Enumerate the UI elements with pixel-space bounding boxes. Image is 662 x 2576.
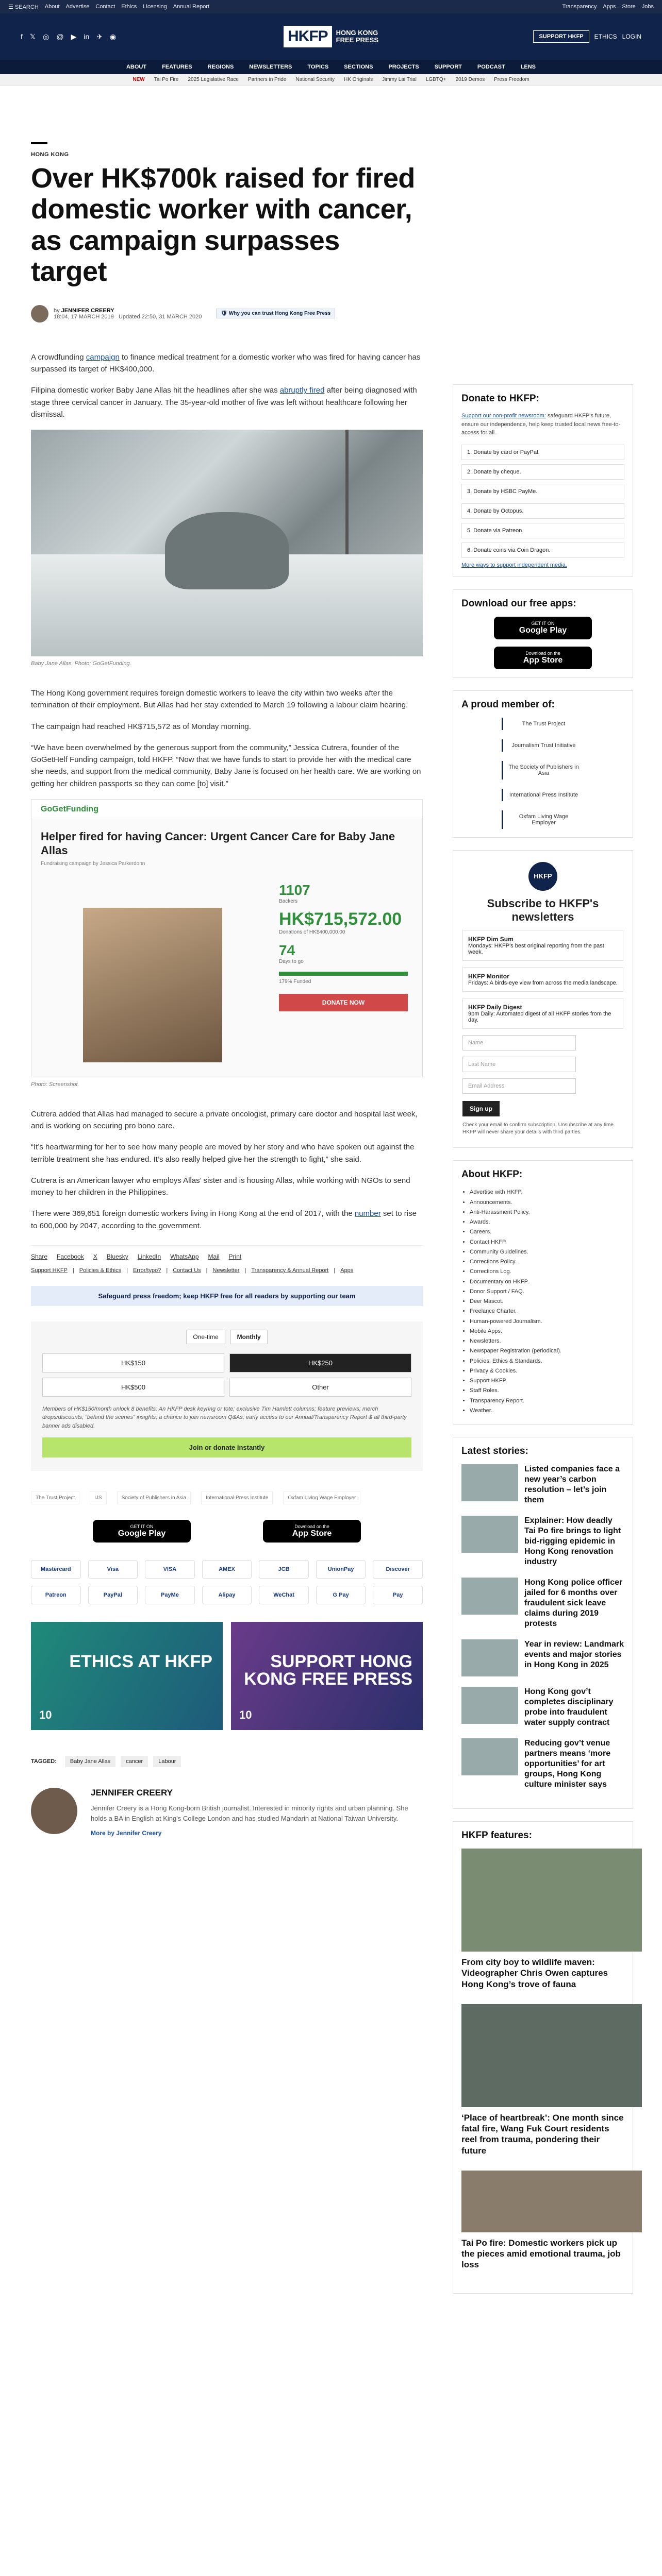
logo-mark: HKFP — [284, 26, 332, 47]
about-link[interactable]: • Contact HKFP. — [470, 1238, 624, 1247]
about-link[interactable]: • Donor Support / FAQ. — [470, 1287, 624, 1297]
feature-image[interactable] — [461, 1849, 642, 1952]
share-label[interactable]: Share — [31, 1252, 48, 1260]
nav-features[interactable]: FEATURES — [162, 64, 192, 70]
trending-link[interactable]: HK Originals — [343, 77, 373, 82]
footer-links-row: Support HKFP | Policies & Ethics | Error/typo? | Contact Us | Newsletter | Transparency & Annual Report | Apps — [31, 1267, 354, 1274]
newsletter-note: Check your email to confirm subscription. Unsubscribe at any time. HKFP will never share your details with third parties. — [462, 1122, 615, 1136]
about-link[interactable]: • Community Guidelines. — [470, 1247, 624, 1257]
top-link-transparency[interactable]: Transparency — [562, 4, 597, 10]
gogetfunding-screenshot — [31, 799, 423, 1077]
story-title: Explainer: How deadly Tai Po fire brings to light bid-rigging epidemic in Hong Kong renovation industry — [524, 1516, 621, 1567]
google-play-small: GET IT ON — [130, 1524, 154, 1530]
section-divider — [31, 142, 47, 144]
amount-option-selected[interactable]: HK$250 — [229, 1353, 411, 1372]
about-title: About HKFP: — [461, 1169, 523, 1180]
member-logo[interactable]: Oxfam Living Wage Employer — [502, 810, 584, 829]
about-link[interactable]: • Staff Roles. — [470, 1386, 624, 1396]
email-field[interactable]: Email Address — [462, 1078, 576, 1094]
tags-label: TAGGED: — [31, 1758, 57, 1765]
logo-line-2: FREE PRESS — [336, 36, 379, 44]
trending-nav — [0, 74, 662, 86]
donate-description — [461, 412, 624, 437]
article-photo — [31, 430, 423, 656]
paragraph-text: Filipina domestic worker Baby Jane Allas hit the headlines after she was — [31, 386, 280, 395]
member-logo[interactable]: International Press Institute — [201, 1492, 273, 1504]
member-logo[interactable]: The Trust Project — [502, 718, 584, 730]
gf-days-label: Days to go — [279, 958, 304, 964]
gf-progress-bar — [279, 972, 408, 976]
donate-text: safeguard HKFP's future, ensure our independence, help keep trusted local news free-to-access for all. — [461, 413, 621, 436]
link-policies[interactable]: Policies & Ethics — [79, 1267, 122, 1274]
member-list — [461, 718, 624, 829]
member-logos-row — [31, 1492, 423, 1504]
payment-logo: PayMe — [145, 1586, 195, 1604]
member-logo[interactable]: IJS — [90, 1492, 106, 1504]
app-store-row — [31, 1520, 423, 1543]
gf-amount: HK$715,572.00 — [279, 909, 402, 929]
features-card — [453, 1821, 633, 2294]
donate-option[interactable]: 3. Donate by HSBC PayMe. — [461, 484, 624, 499]
story-thumbnail — [461, 1687, 518, 1724]
author-avatar-large[interactable] — [31, 1788, 77, 1834]
about-link[interactable]: • Corrections Log. — [470, 1267, 624, 1277]
story-item[interactable] — [461, 1639, 624, 1676]
sidebar — [453, 86, 633, 2306]
signup-button[interactable]: Sign up — [462, 1101, 500, 1116]
sidebar-spacer — [453, 86, 633, 384]
gf-percent: 179% Funded — [279, 978, 311, 985]
youtube-icon[interactable]: ▶ — [71, 32, 77, 41]
paragraph: The Hong Kong government requires foreign domestic workers to leave the city within two weeks after the termination of their employment. But Allas had her stay extended to March 19 following a labour claim hearing. — [31, 689, 408, 710]
newsletter-desc: 9pm Daily: Automated digest of all HKFP stories from the day. — [468, 1011, 611, 1024]
amount-option[interactable]: HK$500 — [42, 1378, 224, 1397]
payment-logo: WeChat — [259, 1586, 309, 1604]
trending-link[interactable]: Press Freedom — [494, 77, 529, 82]
trending-link[interactable]: National Security — [295, 77, 335, 82]
donate-option[interactable]: 5. Donate via Patreon. — [461, 523, 624, 538]
support-hkfp-button[interactable]: SUPPORT HKFP — [533, 30, 589, 43]
byline-text — [54, 308, 202, 320]
rss-icon[interactable]: ◉ — [110, 32, 117, 41]
feature-title[interactable]: From city boy to wildlife maven: Videographer Chris Owen captures Hong Kong’s trove of fauna — [461, 1957, 608, 1989]
payment-methods — [31, 1560, 423, 1604]
about-link[interactable]: • Weather. — [470, 1406, 624, 1416]
share-facebook[interactable]: Facebook — [57, 1252, 84, 1260]
gf-donate-button: DONATE NOW — [279, 994, 408, 1011]
more-by-author-link[interactable]: More by Jennifer Creery — [91, 1829, 162, 1837]
story-title: Hong Kong police officer jailed for 6 months over fraudulent sick leave claims during 2019 protests — [524, 1578, 623, 1629]
newsletter-card — [453, 850, 633, 1148]
trending-link[interactable]: Partners in Pride — [247, 77, 287, 82]
trending-link[interactable]: Jimmy Lai Trial — [382, 77, 417, 82]
donate-option[interactable]: 6. Donate coins via Coin Dragon. — [461, 543, 624, 558]
member-logo[interactable]: Society of Publishers in Asia — [117, 1492, 191, 1504]
share-bluesky[interactable]: Bluesky — [106, 1252, 128, 1260]
article-body — [31, 351, 423, 1232]
paragraph: Cutrera is an American lawyer who employs Allas’ sister and is housing Allas, while working with NGOs to send money to her children in the Philippines. — [31, 1176, 410, 1197]
app-store-button[interactable] — [494, 647, 592, 669]
about-link[interactable]: • Support HKFP. — [470, 1376, 624, 1386]
feature-title[interactable]: Tai Po fire: Domestic workers pick up the pieces amid emotional trauma, job loss — [461, 2238, 621, 2270]
latest-stories-card — [453, 1437, 633, 1809]
story-title: Year in review: Landmark events and major stories in Hong Kong in 2025 — [524, 1640, 624, 1670]
story-thumbnail — [461, 1639, 518, 1676]
nav-about[interactable]: ABOUT — [126, 64, 147, 70]
share-row — [31, 1245, 423, 1260]
newsletter-option[interactable] — [462, 998, 623, 1029]
link-newsletter[interactable]: Newsletter — [212, 1267, 240, 1274]
top-utility-bar — [0, 0, 662, 13]
tab-one-time[interactable]: One-time — [186, 1330, 225, 1344]
story-item[interactable] — [461, 1516, 624, 1567]
member-title: A proud member of: — [461, 699, 555, 710]
paragraph: The campaign had reached HK$715,572 as of Monday morning. — [31, 722, 251, 731]
paragraph-text: There were 369,651 foreign domestic workers living in Hong Kong at the end of 2017, with the — [31, 1209, 355, 1218]
feature-image[interactable] — [461, 2004, 642, 2107]
about-link[interactable]: • Newspaper Registration (periodical). — [470, 1346, 624, 1356]
share-mail[interactable]: Mail — [208, 1252, 220, 1260]
tag[interactable]: Labour — [153, 1756, 181, 1767]
ethics-link[interactable]: ETHICS — [594, 33, 617, 40]
author-info — [91, 1788, 423, 1837]
gf-raised: Donations of HK$400,000.00 — [279, 929, 345, 935]
more-ways-link[interactable]: More ways to support independent media. — [461, 562, 567, 568]
newsletter-option[interactable] — [462, 930, 623, 961]
donate-card — [453, 384, 633, 577]
ethics-promo-text: ETHICS AT HKFP — [69, 1652, 212, 1672]
gogetfunding-logo: GoGetFunding — [41, 805, 98, 814]
app-store-label: App Store — [523, 655, 563, 665]
gf-title: Helper fired for having Cancer: Urgent Cancer Care for Baby Jane Allas — [41, 829, 395, 857]
paragraph — [31, 384, 423, 420]
google-play-label: Google Play — [519, 625, 567, 635]
latest-title: Latest stories: — [461, 1446, 528, 1457]
nav-projects[interactable]: PROJECTS — [388, 64, 419, 70]
top-link-ethics[interactable]: Ethics — [121, 4, 137, 10]
story-title: Listed companies face a new year’s carbon resolution – let’s join them — [524, 1465, 620, 1505]
brand-actions — [533, 30, 641, 43]
new-badge: NEW — [133, 77, 145, 82]
member-logo[interactable]: The Society of Publishers in Asia — [502, 761, 584, 779]
amount-option-other[interactable]: Other — [229, 1378, 411, 1397]
paragraph — [31, 351, 423, 376]
newsletter-desc: Fridays: A birds-eye view from across the media landscape. — [468, 980, 618, 987]
trending-link[interactable]: LGBTQ+ — [425, 77, 446, 82]
logo-line-1: HONG KONG — [336, 28, 378, 37]
payment-logo: Patreon — [31, 1586, 81, 1604]
about-link[interactable]: • Careers. — [470, 1227, 624, 1237]
about-link[interactable]: • Corrections Policy. — [470, 1257, 624, 1267]
payment-logo: Pay — [373, 1586, 423, 1604]
google-play-small: GET IT ON — [531, 620, 555, 626]
payment-logo: Mastercard — [31, 1560, 81, 1579]
author-box — [31, 1788, 423, 1837]
promo-banners — [31, 1622, 423, 1730]
press-freedom-banner[interactable]: Safeguard press freedom; keep HKFP free for all readers by supporting our team — [31, 1286, 423, 1306]
paragraph — [31, 1208, 423, 1232]
top-link-jobs[interactable]: Jobs — [641, 4, 654, 10]
about-link[interactable]: • Privacy & Cookies. — [470, 1366, 624, 1376]
story-item[interactable] — [461, 1578, 624, 1629]
features-title: HKFP features: — [461, 1830, 532, 1841]
byline-by: by — [54, 307, 60, 314]
nav-lens[interactable]: LENS — [520, 64, 536, 70]
linkedin-icon[interactable]: in — [84, 32, 90, 41]
search-link[interactable]: ☰ SEARCH — [8, 4, 39, 10]
non-profit-link[interactable]: Support our non-profit newsroom: — [461, 413, 546, 419]
donate-option[interactable]: 4. Donate by Octopus. — [461, 503, 624, 519]
feature-image[interactable] — [461, 2171, 642, 2232]
telegram-icon[interactable]: ✈ — [96, 32, 103, 41]
share-print[interactable]: Print — [228, 1252, 242, 1260]
top-link-contact[interactable]: Contact — [95, 4, 115, 10]
donate-option[interactable]: 2. Donate by cheque. — [461, 464, 624, 480]
frequency-tabs — [42, 1330, 411, 1344]
newsletter-logo: HKFP — [528, 862, 557, 891]
share-linkedin[interactable]: LinkedIn — [137, 1252, 161, 1260]
site-logo[interactable] — [284, 26, 378, 47]
last-name-field[interactable]: Last Name — [462, 1057, 576, 1072]
story-thumbnail — [461, 1578, 518, 1615]
member-logo[interactable]: Oxfam Living Wage Employer — [283, 1492, 360, 1504]
payment-logo: Discover — [373, 1560, 423, 1579]
share-whatsapp[interactable]: WhatsApp — [170, 1252, 199, 1260]
story-title: Reducing gov’t venue partners means ‘more opportunities’ for art groups, Hong Kong culture minister says — [524, 1739, 611, 1789]
top-link-store[interactable]: Store — [622, 4, 636, 10]
payment-logo: Alipay — [202, 1586, 252, 1604]
google-play-label: Google Play — [118, 1529, 166, 1538]
search-label: SEARCH — [14, 4, 39, 10]
trending-link[interactable]: 2019 Demos — [455, 77, 485, 82]
newsletter-name: HKFP Dim Sum — [468, 936, 514, 943]
member-card — [453, 690, 633, 838]
app-store-button[interactable] — [263, 1520, 361, 1543]
about-link[interactable]: • Freelance Charter. — [470, 1307, 624, 1316]
about-link[interactable]: • Advertise with HKFP. — [470, 1188, 624, 1197]
shield-icon: 🛡 — [221, 311, 228, 317]
story-item[interactable] — [461, 1738, 624, 1790]
main-nav — [0, 60, 662, 74]
donate-widget — [31, 1321, 423, 1471]
author-avatar[interactable] — [31, 305, 48, 323]
about-link[interactable]: • Deer Mascot. — [470, 1297, 624, 1307]
gf-backer-count: 1107 — [279, 882, 310, 898]
nav-regions[interactable]: REGIONS — [207, 64, 234, 70]
about-link[interactable]: • Human-powered Journalism. — [470, 1317, 624, 1327]
campaign-link[interactable]: campaign — [86, 352, 120, 362]
patient-shape — [165, 512, 289, 589]
share-x[interactable]: X — [93, 1252, 97, 1260]
donate-option[interactable]: 1. Donate by card or PayPal. — [461, 445, 624, 460]
facebook-icon[interactable]: f — [21, 32, 23, 41]
top-link-apps[interactable]: Apps — [603, 4, 616, 10]
google-play-button[interactable] — [494, 617, 592, 639]
support-promo[interactable] — [231, 1622, 423, 1730]
support-promo-text: SUPPORT HONG KONG FREE PRESS — [244, 1652, 412, 1689]
donate-title: Donate to HKFP: — [461, 393, 539, 404]
payment-logo: Visa — [88, 1560, 138, 1579]
apps-card — [453, 589, 633, 678]
member-logo[interactable]: Journalism Trust Initiative — [502, 739, 584, 752]
top-link-annual-report[interactable]: Annual Report — [173, 4, 210, 10]
link-contact[interactable]: Contact Us — [173, 1267, 201, 1274]
payment-logo: JCB — [259, 1560, 309, 1579]
trust-label: Why you can trust Hong Kong Free Press — [228, 311, 331, 317]
tags-row — [31, 1756, 423, 1767]
story-thumbnail — [461, 1516, 518, 1553]
payment-logo: VISA — [145, 1560, 195, 1579]
member-logo[interactable]: The Trust Project — [31, 1492, 79, 1504]
paragraph: Cutrera added that Allas had managed to secure a private oncologist, primary care doctor and hospital last week, and is working on securing pro bono care. — [31, 1109, 418, 1131]
newsletter-option[interactable] — [462, 967, 623, 992]
about-link[interactable]: • Documentary on HKFP. — [470, 1277, 624, 1287]
paragraph-text: set to rise to 600,000 by 2047, according to the government. — [31, 1209, 417, 1230]
gf-backer-label: Backers — [279, 898, 298, 904]
amount-options — [42, 1353, 411, 1397]
link-typo[interactable]: Error/typo? — [133, 1267, 161, 1274]
photo-caption: Baby Jane Allas. Photo: GoGetFunding. — [31, 660, 131, 667]
newsletter-name: HKFP Monitor — [468, 973, 509, 980]
ten-years-badge: 10 — [39, 1708, 52, 1722]
updated-date: Updated 22:50, 31 MARCH 2020 — [118, 313, 202, 320]
logo-wordmark — [336, 29, 378, 44]
screenshot-caption: Photo: Screenshot. — [31, 1081, 79, 1088]
nav-sections[interactable]: SECTIONS — [344, 64, 373, 70]
abruptly-fired-link[interactable]: abruptly fired — [279, 386, 325, 395]
story-thumbnail — [461, 1738, 518, 1775]
story-thumbnail — [461, 1464, 518, 1501]
newsletter-desc: Mondays: HKFP's best original reporting from the past week. — [468, 943, 604, 956]
author-link[interactable]: JENNIFER CREERY — [61, 307, 114, 314]
top-utility-right — [562, 4, 654, 10]
top-link-licensing[interactable]: Licensing — [143, 4, 167, 10]
payment-logo: AMEX — [202, 1560, 252, 1579]
instagram-icon[interactable]: ◎ — [43, 32, 49, 41]
x-icon[interactable]: 𝕏 — [29, 32, 36, 41]
author-name[interactable]: JENNIFER CREERY — [91, 1788, 173, 1798]
paragraph: “We have been overwhelmed by the generous support from the community,” Jessica Cutrera, founder of the GoGetHelf Funding campaign, told HKFP. “Now that we have funds to start to provide her with the medical care she needs, and support from the medical community, Baby Jane is focused on her health care. We are working on getting her children passports so they can come [to] visit.” — [31, 743, 421, 788]
app-store-small: Download on the — [525, 650, 560, 656]
about-link[interactable]: • Transparency Report. — [470, 1396, 624, 1406]
top-link-about[interactable]: About — [44, 4, 60, 10]
sidebar-store-buttons — [461, 617, 624, 669]
about-link[interactable]: • Anti-Harassment Policy. — [470, 1208, 624, 1217]
first-name-field[interactable]: Name — [462, 1035, 576, 1050]
newsletter-title: Subscribe to HKFP's newsletters — [487, 896, 599, 923]
publish-date: 18:04, 17 MARCH 2019 — [54, 313, 114, 320]
byline — [31, 305, 423, 323]
apps-title: Download our free apps: — [461, 598, 576, 609]
about-link[interactable]: • Policies, Ethics & Standards. — [470, 1357, 624, 1366]
login-link[interactable]: LOGIN — [622, 33, 641, 40]
about-link[interactable]: • Announcements. — [470, 1198, 624, 1208]
gf-days: 74 — [279, 942, 295, 958]
section-label[interactable]: HONG KONG — [31, 151, 69, 158]
tag[interactable]: cancer — [121, 1756, 148, 1767]
gf-stats — [279, 882, 408, 1011]
trending-link[interactable]: Tai Po Fire — [154, 77, 179, 82]
paragraph-text: after being diagnosed with stage three cervical cancer in January. The 35-year-old mother of five was left without healthcare following her dismissal. — [31, 386, 417, 419]
about-list — [461, 1188, 624, 1416]
member-logo[interactable]: International Press Institute — [502, 789, 584, 801]
newsletter-name: HKFP Daily Digest — [468, 1004, 522, 1011]
membership-note: Members of HK$150/month unlock 8 benefits: An HKFP desk keyring or tote; exclusive Tim Hamlett columns; feature previews; merch drops/discounts; “behind the scenes” insights; a chance to join newsroom Q&As; early access to our Annual/Transparency Report & all third-party banner ads disabled. — [42, 1405, 407, 1429]
feature-title[interactable]: ‘Place of heartbreak’: One month since fatal fire, Wang Fuk Court residents reel from trauma, pondering their future — [461, 2112, 624, 2156]
payment-logo: G Pay — [316, 1586, 366, 1604]
about-link[interactable]: • Awards. — [470, 1217, 624, 1227]
number-link[interactable]: number — [354, 1209, 381, 1218]
join-donate-button[interactable]: Join or donate instantly — [42, 1437, 411, 1458]
story-item[interactable] — [461, 1687, 624, 1728]
link-support[interactable]: Support HKFP — [31, 1267, 68, 1274]
brand-bar — [0, 13, 662, 60]
story-title: Hong Kong gov’t completes disciplinary probe into fraudulent water supply contract — [524, 1687, 614, 1727]
link-transparency[interactable]: Transparency & Annual Report — [251, 1267, 329, 1274]
payment-logo: PayPal — [88, 1586, 138, 1604]
article-headline: Over HK$700k raised for fired domestic worker with cancer, as campaign surpasses target — [31, 163, 415, 287]
nav-newsletters[interactable]: NEWSLETTERS — [249, 64, 292, 70]
google-play-button[interactable] — [93, 1520, 191, 1543]
paragraph: “It’s heartwarming for her to see how many people are moved by her story and who have spoken out against the terrible treatment she has endured. It’s also really helped give her the strength to fight,” she said. — [31, 1143, 415, 1164]
author-bio: Jennifer Creery is a Hong Kong-born British journalist. Interested in minority rights and urban planning. She holds a BA in English at King's College London and has studied Mandarin at National Taiwan University. — [91, 1804, 408, 1822]
gf-header — [31, 800, 422, 820]
paragraph-text: to finance medical treatment for a domestic worker who was fired for having cancer has surpassed its target of HK$400,000. — [31, 352, 421, 374]
nav-support[interactable]: SUPPORT — [434, 64, 462, 70]
gf-subtitle: Fundraising campaign by Jessica Parkerdonn — [41, 860, 145, 867]
top-utility-left — [8, 4, 209, 10]
story-item[interactable] — [461, 1464, 624, 1505]
link-apps[interactable]: Apps — [340, 1267, 354, 1274]
about-link[interactable]: • Newsletters. — [470, 1336, 624, 1346]
paragraph-text: A crowdfunding — [31, 352, 86, 362]
ethics-promo[interactable] — [31, 1622, 223, 1730]
tab-monthly[interactable]: Monthly — [230, 1330, 268, 1344]
nav-podcast[interactable]: PODCAST — [477, 64, 505, 70]
top-link-advertise[interactable]: Advertise — [65, 4, 90, 10]
about-card — [453, 1160, 633, 1425]
tag[interactable]: Baby Jane Allas — [65, 1756, 115, 1767]
gf-campaign-photo — [83, 908, 222, 1062]
ten-years-badge: 10 — [239, 1708, 252, 1722]
app-store-label: App Store — [292, 1529, 332, 1538]
trust-badge[interactable] — [216, 309, 335, 318]
nav-topics[interactable]: TOPICS — [307, 64, 329, 70]
app-store-small: Download on the — [294, 1524, 329, 1530]
article — [31, 86, 423, 1837]
trending-link[interactable]: 2025 Legislative Race — [188, 77, 239, 82]
payment-logo: UnionPay — [316, 1560, 366, 1579]
about-link[interactable]: • Mobile Apps. — [470, 1327, 624, 1336]
threads-icon[interactable]: @ — [56, 32, 64, 41]
social-links — [21, 32, 116, 41]
amount-option[interactable]: HK$150 — [42, 1353, 224, 1372]
